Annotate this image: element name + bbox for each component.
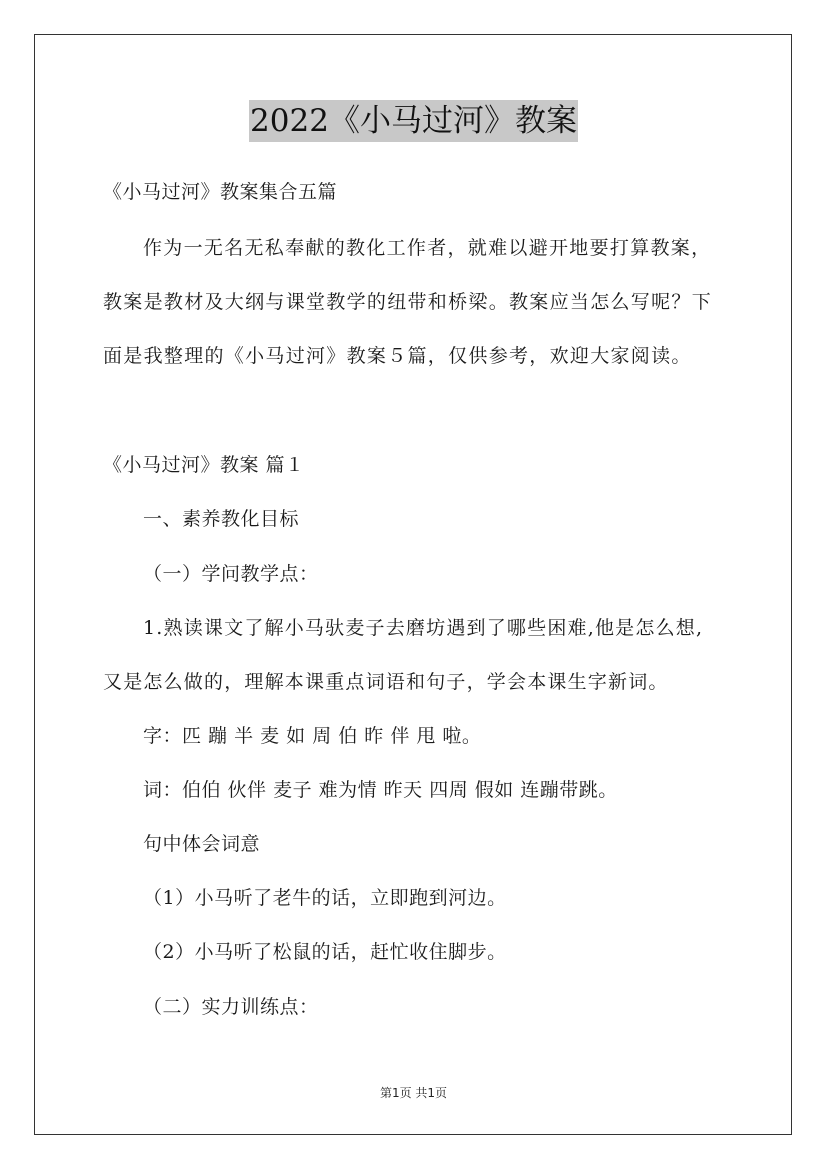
intro-line-2: 教案是教材及大纲与课堂教学的纽带和桥梁。教案应当怎么写呢？下 [103, 291, 713, 313]
intro-line-1: 作为一无名无私奉献的教化工作者，就难以避开地要打算教案， [143, 237, 712, 259]
sentence-heading: 句中体会词意 [143, 833, 261, 855]
section-heading: 《小马过河》教案 篇１ [103, 454, 305, 476]
goal-heading: 一、素养教化目标 [143, 508, 300, 530]
intro-line-3: 面是我整理的《小马过河》教案５篇，仅供参考，欢迎大家阅读。 [103, 345, 692, 367]
knowledge-heading: （一）学问教学点： [143, 563, 319, 585]
sentence-item-2: （2）小马听了松鼠的话，赶忙收住脚步。 [143, 941, 507, 963]
characters-line: 字：匹 蹦 半 麦 如 周 伯 昨 伴 甩 啦。 [143, 725, 482, 747]
body-line-2: 又是怎么做的，理解本课重点词语和句子，学会本课生字新词。 [103, 671, 669, 693]
document-subtitle: 《小马过河》教案集合五篇 [103, 181, 338, 203]
document-title: 2022《小马过河》教案 [249, 100, 578, 142]
ability-heading: （二）实力训练点： [143, 996, 319, 1018]
words-line: 词：伯伯 伙伴 麦子 难为情 昨天 四周 假如 连蹦带跳。 [143, 779, 618, 801]
body-line-1: 1.熟读课文了解小马驮麦子去磨坊遇到了哪些困难,他是怎么想, [143, 617, 704, 639]
title-container [0, 100, 827, 142]
sentence-item-1: （1）小马听了老牛的话，立即跑到河边。 [143, 887, 507, 909]
page-footer: 第1页 共1页 [379, 1086, 448, 1100]
